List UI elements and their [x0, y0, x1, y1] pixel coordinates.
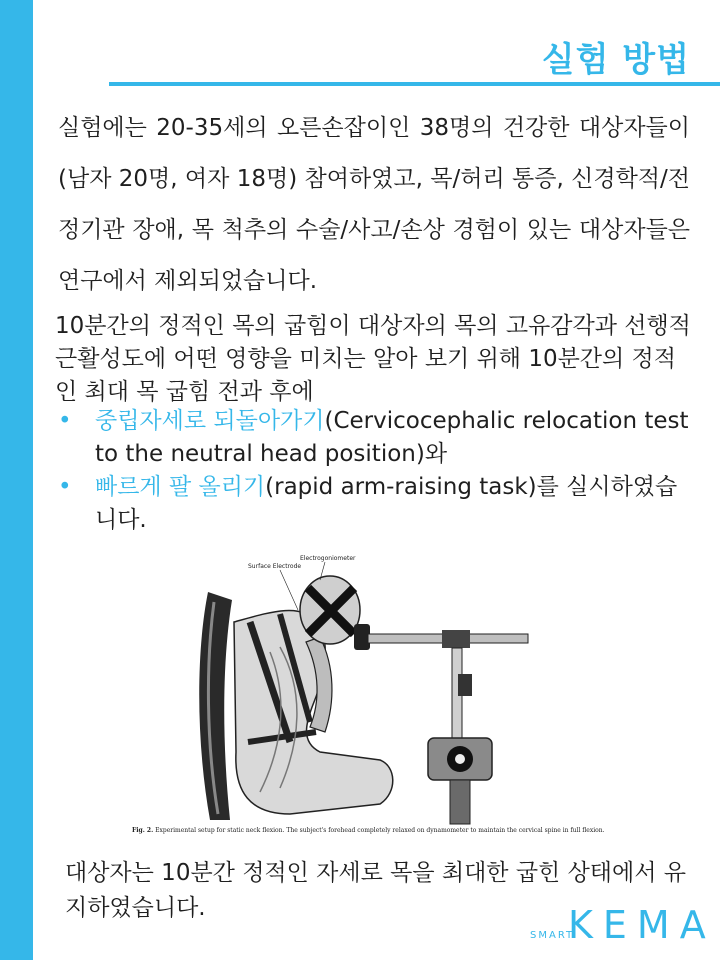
- bullet-dot: •: [58, 474, 72, 500]
- dynamometer-stand: [450, 780, 470, 824]
- bullet-highlight: 중립자세로 되돌아가기: [95, 408, 325, 434]
- experimental-setup-figure: [130, 552, 605, 840]
- bullet-item-relocation: [55, 405, 695, 471]
- logo-big-text: KEMA: [568, 903, 716, 947]
- bullet-item-arm-raising: [55, 471, 695, 537]
- bullet-dot: •: [58, 408, 72, 434]
- figure-caption: Fig. 2. Experimental setup for static neck flexion. The subject's forehead completely relaxed on dynamometer to maintain the cervical spine in full flexion.: [132, 827, 605, 834]
- left-accent-bar: [0, 0, 33, 960]
- method-bullet-list: [55, 405, 695, 537]
- label-surface-electrode: Surface Electrode: [248, 563, 302, 570]
- smart-kema-logo: [528, 898, 716, 950]
- bullet-text: (rapid arm-raising task)를 실시하였습니다.: [95, 474, 678, 533]
- logo-small-text: SMART: [530, 930, 575, 941]
- method-paragraph: 10분간의 정적인 목의 굽힘이 대상자의 목의 고유감각과 선행적 근활성도에 어떤 영향을 미치는 알아 보기 위해 10분간의 정적인 최대 목 굽힘 전과 후에: [55, 313, 691, 405]
- bullet-highlight: 빠르게 팔 올리기: [95, 474, 266, 500]
- intro-paragraph: 실험에는 20-35세의 오른손잡이인 38명의 건강한 대상자들이(남자 20명, 여자 18명) 참여하였고, 목/허리 통증, 신경학적/전정기관 장애, 목 척추의 수술/사고/손상 경험이 있는 대상자들은 연구에서 제외되었습니다.: [58, 115, 690, 294]
- title-underline: [109, 82, 720, 86]
- page-title: 실험 방법: [541, 40, 690, 80]
- bullet-text: (Cervicocephalic relocation test to the neutral head position)와: [95, 408, 689, 467]
- conclusion-paragraph: 대상자는 10분간 정적인 자세로 목을 최대한 굽힌 상태에서 유지하였습니다.: [65, 860, 686, 921]
- label-electrogoniometer: Electrogoniometer: [300, 555, 356, 562]
